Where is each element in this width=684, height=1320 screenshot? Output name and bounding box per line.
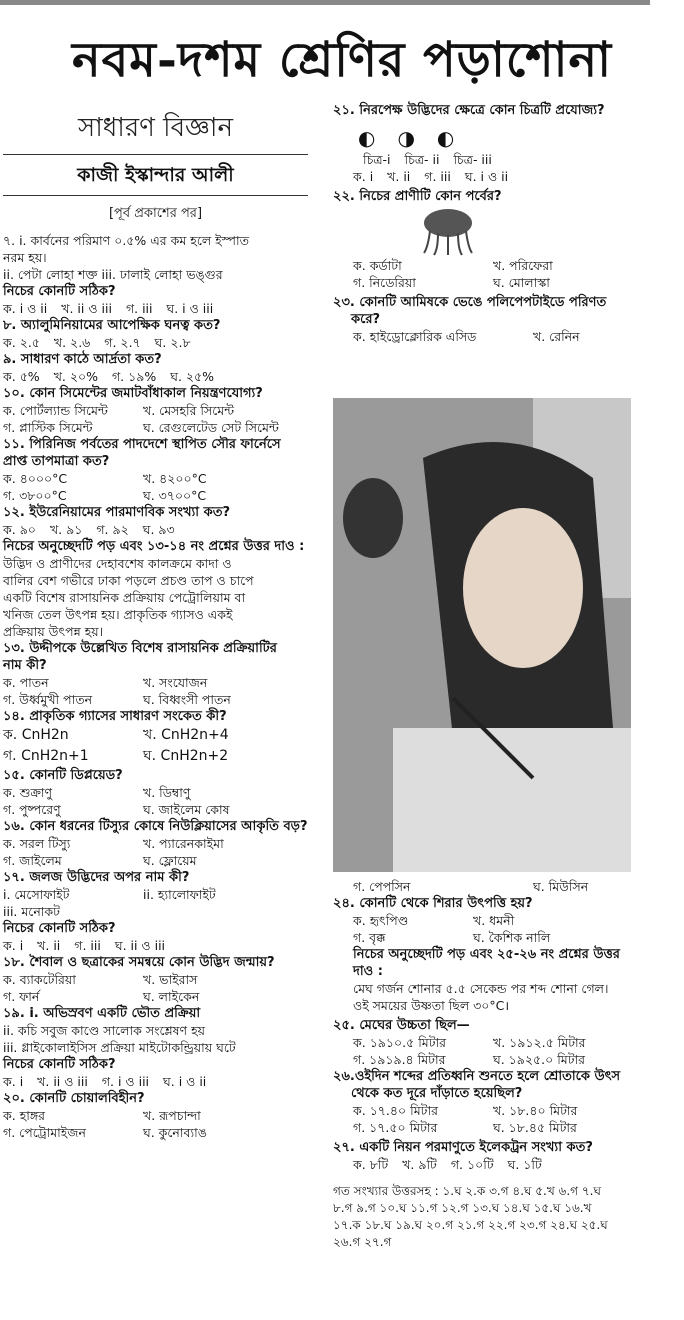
- question-9: [3, 351, 308, 385]
- option: গ. iii: [74, 938, 101, 953]
- continued-note: [পূর্ব প্রকাশের পর]: [108, 206, 203, 221]
- option: ঘ. ১৯২৫.০ মিটার: [493, 1052, 586, 1067]
- option: ক. হাইড্রোক্লোরিক এসিড: [353, 329, 477, 344]
- question-25: [333, 1017, 633, 1068]
- option: ঘ. রেগুলেটেড সেট সিমেন্ট: [143, 420, 279, 435]
- figure-label: চিত্র- ii: [404, 152, 440, 167]
- passage-line: একটি বিশেষ রাসায়নিক প্রক্রিয়ায় পেট্রোলিয়াম বা: [3, 590, 246, 605]
- option: গ. ১০টি: [450, 1157, 494, 1172]
- passage-line: খনিজ তেল উৎপন্ন হয়। প্রাকৃতিক গ্যাসও একই: [3, 607, 233, 622]
- option: ঘ. ৯৩: [142, 522, 175, 537]
- option: খ. ৯১: [49, 522, 83, 537]
- passage-line: বালির বেশ গভীরে ঢাকা পড়লে প্রচণ্ড তাপ ও চাপে: [3, 573, 254, 588]
- top-rule: [0, 0, 650, 5]
- option: ক. হাঙ্গর: [3, 1108, 46, 1123]
- option: খ. ২.৬: [53, 335, 91, 350]
- question-17: [3, 869, 308, 954]
- option: ক. i ও ii: [3, 301, 48, 316]
- q13-title: ১৩. উদ্দীপকে উল্লেখিত বিশেষ রাসায়নিক প্রক্রিয়াটির: [3, 641, 277, 656]
- option: ঘ. ফ্লোয়েম: [143, 853, 197, 868]
- question-16: [3, 818, 308, 869]
- answers-line: ২৬.গ ২৭.গ: [333, 1235, 392, 1249]
- q11-title: ১১. পিরিনিজ পর্বতের পাদদেশে স্থাপিত সৌর ফার্নেসে: [3, 437, 281, 452]
- question-10: [3, 385, 308, 436]
- option: খ. ২০%: [53, 369, 98, 384]
- q16-title: ১৬. কোন ধরনের টিস্যুর কোষে নিউক্লিয়াসের আকৃতি বড়?: [3, 819, 308, 834]
- option: ঘ. CnH2n+2: [143, 748, 229, 764]
- q19-prompt: নিচের কোনটি সঠিক?: [3, 1057, 116, 1072]
- figure-label: চিত্র-i: [363, 152, 391, 167]
- option: ক. ৪০০০°C: [3, 471, 68, 486]
- q17-line: ii. হ্যালোফাইট: [143, 887, 216, 902]
- option: খ. পরিফেরা: [493, 258, 553, 273]
- option: ঘ. ii ও iii: [114, 938, 166, 953]
- q19-line: ১৯. i. অভিস্রবণ একটি ভৌত প্রক্রিয়া: [3, 1006, 201, 1021]
- masthead-title: নবম-দশম শ্রেণির পড়াশোনা: [71, 32, 613, 88]
- passage-line: প্রক্রিয়ায় উৎপন্ন হয়।: [3, 624, 104, 639]
- option: গ. ১৯%: [111, 369, 157, 384]
- option: গ. পেপসিন: [353, 879, 411, 894]
- option: গ. প্লাস্টিক সিমেন্ট: [3, 420, 93, 435]
- option: খ. ডিম্বাণু: [143, 785, 191, 800]
- option: খ. রেনিন: [533, 329, 580, 344]
- question-23: [333, 294, 633, 345]
- figure-label: চিত্র- iii: [453, 152, 492, 167]
- passage-25-26: [333, 946, 633, 1014]
- jellyfish-icon: [418, 207, 478, 257]
- option: ক. CnH2n: [3, 727, 69, 743]
- option: ক. ৫%: [3, 369, 40, 384]
- question-11: [3, 436, 308, 504]
- q17-prompt: নিচের কোনটি সঠিক?: [3, 921, 116, 936]
- option: খ. রূপচান্দা: [143, 1108, 201, 1123]
- option: ঘ. মোলাস্কা: [493, 275, 550, 290]
- question-26: [333, 1068, 633, 1136]
- passage-line: মেঘ গর্জন শোনার ৫.৫ সেকেন্ড পর শব্দ শোনা গেল।: [353, 981, 609, 996]
- option: খ. CnH2n+4: [143, 727, 229, 743]
- passage-line: ওই সময়ের উষ্ণতা ছিল ৩০°C।: [353, 998, 510, 1013]
- option: ক. ২.৫: [3, 335, 40, 350]
- q13-title: নাম কী?: [3, 658, 47, 673]
- option: ক. ব্যাকটেরিয়া: [3, 972, 76, 987]
- option: ক. i: [353, 169, 374, 184]
- option: ঘ. ১টি: [507, 1157, 542, 1172]
- option: ক. কর্ডাটা: [353, 258, 402, 273]
- q10-title: ১০. কোন সিমেন্টের জমাটবাঁধাকাল নিয়ন্ত্রণযোগ্য?: [3, 386, 263, 401]
- q23-title: ২৩. কোনটি আমিষকে ভেঙে পলিপেপটাইডে পরিণত: [333, 295, 607, 310]
- option: ঘ. লাইকেন: [143, 989, 200, 1004]
- moon-phase-icon: ◐: [436, 126, 455, 150]
- option: ক. ১৯১০.৫ মিটার: [353, 1035, 447, 1050]
- question-14: [3, 708, 308, 767]
- question-21: [333, 102, 633, 185]
- option: ক. পোর্টল্যান্ড সিমেন্ট: [3, 403, 108, 418]
- jellyfish-illustration: [333, 205, 633, 257]
- option: গ. বৃক্ক: [353, 930, 386, 945]
- q17-line: i. মেসোফাইট: [3, 887, 70, 902]
- q19-line: iii. গ্লাইকোলাইসিস প্রক্রিয়া মাইটোকন্ড্রিয়ায় ঘটে: [3, 1040, 236, 1055]
- right-column-lower: [333, 878, 633, 1251]
- option: খ. ৯টি: [402, 1157, 437, 1172]
- student-photo: [333, 398, 631, 872]
- q12-title: ১২. ইউরেনিয়ামের পারমাণবিক সংখ্যা কত?: [3, 505, 230, 520]
- option: ঘ. ৩৭০০°C: [143, 488, 207, 503]
- q7-prompt: নিচের কোনটি সঠিক?: [3, 284, 116, 299]
- option: গ. CnH2n+1: [3, 748, 89, 764]
- q14-title: ১৪. প্রাকৃতিক গ্যাসের সাধারণ সংকেত কী?: [3, 709, 227, 724]
- q7-line: ii. পেটা লোহা শক্ত iii. ঢালাই লোহা ভঙ্গুর: [3, 267, 223, 282]
- q24-title: ২৪. কোনটি থেকে শিরার উৎপত্তি হয়?: [333, 896, 533, 911]
- q9-title: ৯. সাধারণ কাঠে আর্দ্রতা কত?: [3, 352, 162, 367]
- option: খ. ii: [387, 169, 411, 184]
- option: খ. ধমনী: [473, 913, 515, 928]
- passage-heading: নিচের অনুচ্ছেদটি পড় এবং ২৫-২৬ নং প্রশ্নের উত্তর দাও :: [353, 947, 620, 979]
- option: গ. iii: [424, 169, 451, 184]
- q21-title: ২১. নিরপেক্ষ উদ্ভিদের ক্ষেত্রে কোন চিত্রটি প্রযোজ্য?: [333, 103, 605, 118]
- question-24: [333, 895, 633, 946]
- q27-title: ২৭. একটি নিয়ন পরমাণুতে ইলেকট্রন সংখ্যা কত?: [333, 1140, 593, 1155]
- question-27: [333, 1139, 633, 1173]
- option: ক. শুক্রাণু: [3, 785, 53, 800]
- question-22: [333, 188, 633, 291]
- option: গ. পেট্রোমাইজন: [3, 1125, 86, 1140]
- q20-title: ২০. কোনটি চোয়ালবিহীন?: [3, 1091, 145, 1106]
- subject-title: সাধারণ বিজ্ঞান: [78, 113, 233, 143]
- moon-phase-icon: ◐: [358, 126, 376, 150]
- question-18: [3, 954, 308, 1005]
- passage-heading: নিচের অনুচ্ছেদটি পড় এবং ১৩-১৪ নং প্রশ্নের উত্তর দাও :: [3, 539, 305, 554]
- q18-title: ১৮. শৈবাল ও ছত্রাকের সমন্বয়ে কোন উদ্ভিদ জন্মায়?: [3, 955, 275, 970]
- q7-line: ৭. i. কার্বনের পরিমাণ ০.৫% এর কম হলে ইস্পাত: [3, 233, 249, 248]
- option: ঘ. i ও ii: [163, 1074, 207, 1089]
- passage-13-14: [3, 538, 308, 640]
- option: ঘ. জাইলেম কোষ: [143, 802, 230, 817]
- right-column: [333, 102, 633, 345]
- question-12: [3, 504, 308, 538]
- question-7: [3, 232, 308, 317]
- q17-title: ১৭. জলজ উদ্ভিদের অপর নাম কী?: [3, 870, 190, 885]
- q19-line: ii. কচি সবুজ কাণ্ডে সালোক সংশ্লেষণ হয়: [3, 1023, 206, 1038]
- q11-title: প্রাপ্ত তাপমাত্রা কত?: [3, 454, 110, 469]
- option: ঘ. বিধ্বংসী পাতন: [143, 692, 231, 707]
- option: গ. ১৯১৯.৪ মিটার: [353, 1052, 446, 1067]
- option: ক. ৯০: [3, 522, 36, 537]
- question-19: [3, 1005, 308, 1090]
- divider: [3, 195, 308, 196]
- q8-title: ৮. অ্যালুমিনিয়ামের আপেক্ষিক ঘনত্ব কত?: [3, 318, 221, 333]
- option: গ. উর্ধ্বমুখী পাতন: [3, 692, 93, 707]
- option: ক. ৮টি: [353, 1157, 389, 1172]
- option: খ. ৪২০০°C: [143, 471, 207, 486]
- answers-line: ৮.গ ৯.গ ১০.ঘ ১১.গ ১২.গ ১৩.ঘ ১৪.ঘ ১৫.ঘ ১৬.খ: [333, 1201, 592, 1215]
- option: খ. ii ও iii: [37, 1074, 88, 1089]
- option: ঘ. i ও iii: [166, 301, 214, 316]
- option: গ. ৯২: [96, 522, 129, 537]
- left-column: [3, 110, 308, 1141]
- q26-title: থেকে কত দূরে দাঁড়াতে হয়েছিল?: [351, 1086, 523, 1101]
- option: ঘ. i ও ii: [464, 169, 509, 184]
- option: খ. ii: [37, 938, 61, 953]
- q25-title: ২৫. মেঘের উচ্চতা ছিল—: [333, 1018, 470, 1033]
- question-20: [3, 1090, 308, 1141]
- option: গ. পুষ্পরেণু: [3, 802, 61, 817]
- option: ক. পাতন: [3, 675, 49, 690]
- option: গ. i ও iii: [101, 1074, 150, 1089]
- option: ক. i: [3, 938, 24, 953]
- option: খ. প্যারেনকাইমা: [143, 836, 224, 851]
- option: গ. নিডেরিয়া: [353, 275, 416, 290]
- option: ক. ১৭.৪০ মিটার: [353, 1103, 438, 1118]
- option: ঘ. ২৫%: [170, 369, 215, 384]
- option: ক. হৃৎপিণ্ড: [353, 913, 409, 928]
- q7-line: নরম হয়।: [3, 250, 47, 265]
- option: ঘ. ২.৮: [154, 335, 191, 350]
- option: খ. সংযোজন: [143, 675, 208, 690]
- answers-line: গত সংখ্যার উত্তরসহ : ১.ঘ ২.ক ৩.গ ৪.ঘ ৫.খ ৬.গ ৭.ঘ: [333, 1184, 601, 1198]
- q26-title: ২৬.ওইদিন শব্দের প্রতিধ্বনি শুনতে হলে শ্রোতাকে উৎস: [333, 1069, 621, 1084]
- option: ক. সরল টিস্যু: [3, 836, 71, 851]
- option: গ. ৩৮০০°C: [3, 488, 67, 503]
- moon-phase-icon: ◑: [397, 126, 415, 150]
- q22-title: ২২. নিচের প্রাণীটি কোন পর্বের?: [333, 189, 502, 204]
- previous-answers: [333, 1183, 633, 1251]
- option: গ. iii: [125, 301, 153, 316]
- question-15: [3, 767, 308, 818]
- option: গ. ১৭.৫০ মিটার: [353, 1120, 438, 1135]
- q17-line: iii. মনোকট: [3, 904, 60, 919]
- option: ঘ. ১৮.৪৫ মিটার: [493, 1120, 577, 1135]
- option: গ. ফার্ন: [3, 989, 40, 1004]
- option: ঘ. কুনোব্যাঙ: [143, 1125, 207, 1140]
- option: খ. ii ও iii: [61, 301, 112, 316]
- option: খ. ভাইরাস: [143, 972, 198, 987]
- option: ঘ. কৈশিক নালি: [473, 930, 551, 945]
- passage-line: উদ্ভিদ ও প্রাণীদের দেহাবশেষ কালক্রমে কাদা ও: [3, 556, 232, 571]
- q23-title: করে?: [351, 312, 381, 327]
- option: গ. ২.৭: [104, 335, 141, 350]
- question-8: [3, 317, 308, 351]
- q15-title: ১৫. কোনটি ডিপ্লয়েড?: [3, 768, 123, 783]
- option: ক. i: [3, 1074, 24, 1089]
- student-writing-illustration: [333, 398, 631, 872]
- question-13: [3, 640, 308, 708]
- author-name: কাজী ইস্কান্দার আলী: [77, 164, 234, 186]
- answers-line: ১৭.ক ১৮.ঘ ১৯.ঘ ২০.গ ২১.গ ২২.গ ২৩.গ ২৪.ঘ ২৫.ঘ: [333, 1218, 608, 1232]
- option: খ. ১৯১২.৫ মিটার: [493, 1035, 586, 1050]
- option: খ. মেসহরি সিমেন্ট: [143, 403, 235, 418]
- option: খ. ১৮.৪০ মিটার: [493, 1103, 578, 1118]
- option: ঘ. মিউসিন: [533, 879, 589, 894]
- option: গ. জাইলেম: [3, 853, 62, 868]
